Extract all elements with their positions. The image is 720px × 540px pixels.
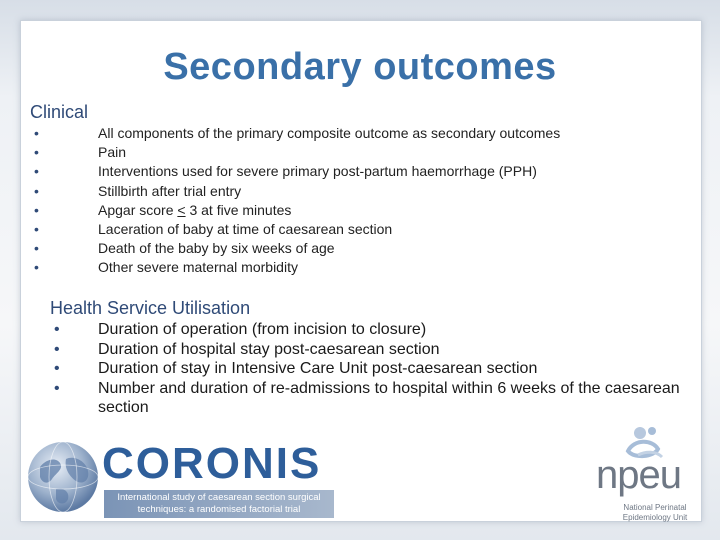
list-item [50,359,690,379]
bullet-icon: • [34,259,39,276]
list-item [50,340,690,360]
globe-icon [26,437,100,519]
list-item [30,143,690,162]
list-item-text: Interventions used for severe primary post-partum haemorrhage (PPH) [98,163,537,180]
list-item-text: All components of the primary composite outcome as secondary outcomes [98,125,561,141]
bullet-icon: • [34,144,39,161]
bullet-icon: • [34,182,39,199]
bullet-icon: • [34,163,39,180]
clinical-heading: Clinical [30,102,89,122]
less-equal-symbol: < [177,201,186,218]
list-item [30,258,690,277]
coronis-logo [22,435,352,523]
list-item [30,220,690,239]
list-item-text: Other severe maternal morbidity [98,259,298,276]
bullet-icon: • [54,321,60,338]
list-item-text: Number and duration of re-admissions to hospital within 6 weeks of the caesarean section [98,379,680,416]
bullet-icon: • [34,220,39,237]
list-item [30,239,690,258]
health-service-heading: Health Service Utilisation [50,298,251,318]
bullet-icon: • [54,340,60,358]
list-item [30,182,690,201]
npeu-wordmark: npeu [596,453,681,497]
list-item [30,162,690,181]
npeu-logo [588,425,698,525]
health-service-list [50,320,690,418]
list-item-text: Pain [98,144,127,161]
coronis-wordmark: CORONIS [102,439,322,488]
npeu-subtitle: National Perinatal Epidemiology Unit [622,503,688,522]
apgar-text-after: 3 at five minutes [185,201,292,218]
list-item-text: Laceration of baby at time of caesarean section [98,220,393,237]
bullet-icon: • [34,201,39,218]
list-item [50,320,690,340]
list-item-text: Duration of stay in Intensive Care Unit post-caesarean section [98,360,538,377]
list-item-text: Stillbirth after trial entry [98,182,242,199]
slide-title: Secondary outcomes [163,46,557,88]
bullet-icon: • [34,240,39,257]
list-item [50,379,690,418]
list-item-text: Duration of hospital stay post-caesarean section [98,340,440,358]
bullet-icon: • [54,360,60,377]
apgar-text-before: Apgar score [98,201,178,218]
coronis-subtitle: International study of caesarean section surgical techniques: a randomised factorial trial [104,490,334,518]
list-item [30,124,690,143]
list-item-text [98,201,291,220]
bullet-icon: • [54,379,60,397]
clinical-list [30,124,690,278]
list-item-text: Duration of operation (from incision to closure) [98,321,427,338]
bullet-icon: • [34,125,39,141]
list-item [30,201,690,220]
list-item-text: Death of the baby by six weeks of age [98,240,335,257]
